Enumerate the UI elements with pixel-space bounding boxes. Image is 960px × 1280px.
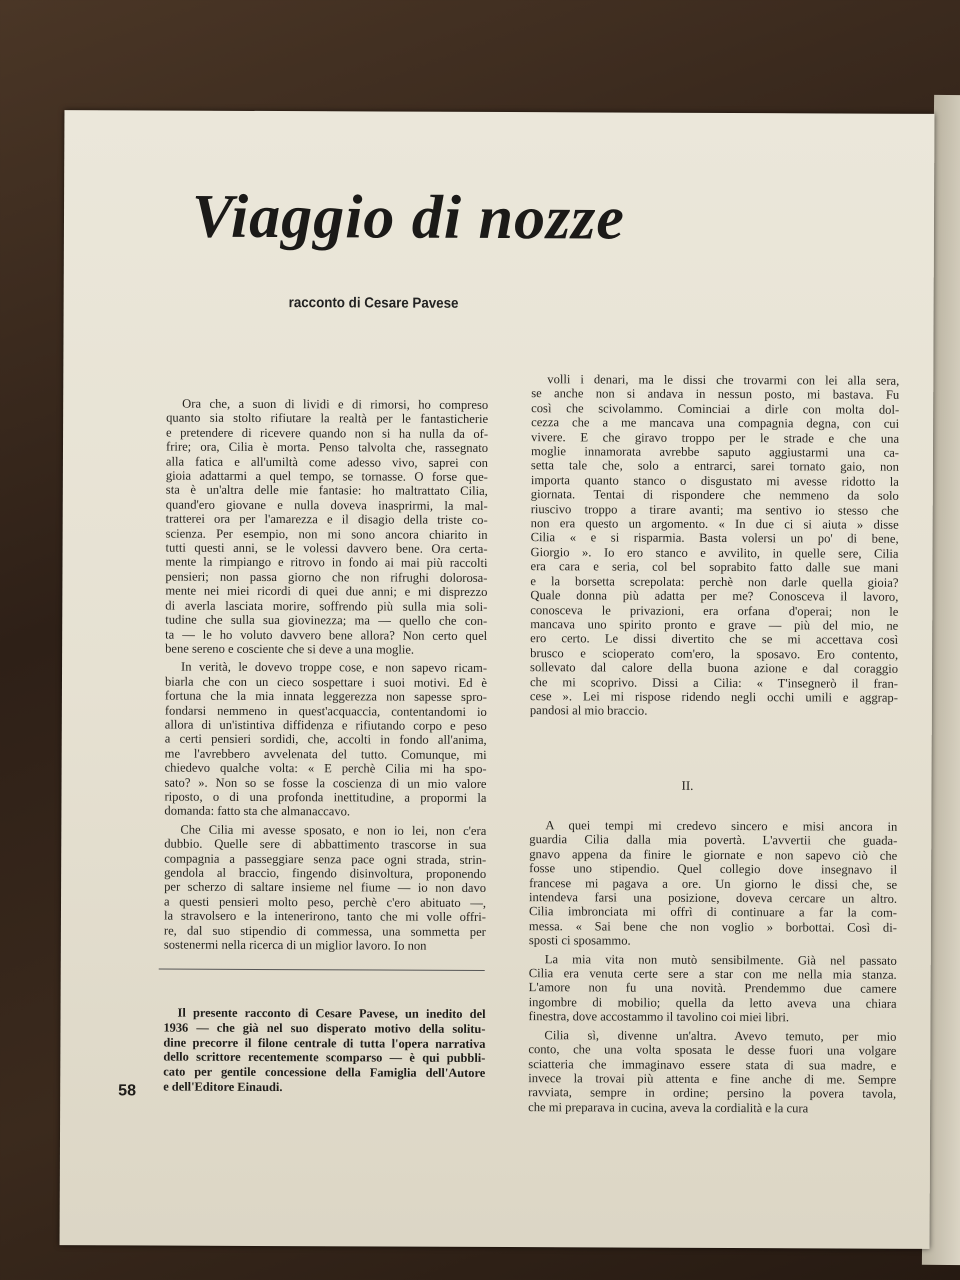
- text-line: brusco e scioperato com'ero, la sposavo. Ero contento,: [530, 645, 899, 662]
- text-line: così che scivolammo. Cominciai a dirle con molta dol-: [531, 400, 900, 417]
- text-line: tutti questi anni, se le volessi davvero bene. Ora certa-: [165, 540, 488, 557]
- paragraph: [528, 1028, 896, 1116]
- text-line: sposti ci sposammo.: [528, 933, 631, 948]
- text-line: francese mi pagava a ore. Un giorno le dissi che, se: [529, 875, 898, 892]
- text-line: Quale donna più adatta per me? Conosceva il lavoro,: [530, 588, 899, 604]
- text-line: Cilia era venuta certe sere a star con me nella mia stanza.: [528, 966, 897, 982]
- text-line: finestra, dove accostammo il tavolino coi miei libri.: [528, 1009, 790, 1025]
- text-line: non era questo un argomento. « In due ci si aiuta » disse: [530, 516, 899, 532]
- text-line: mente nei miei ricordi di quei due anni; e mi disprezzo: [165, 583, 488, 600]
- text-line: di averla lasciata morire, soffrendo più sulla mia soli-: [165, 598, 488, 614]
- section-heading: II.: [681, 777, 694, 793]
- text-line: gendola al braccio, fingendo disinvoltura, proponendo: [164, 865, 487, 881]
- text-line: guardia Cilia dalla mia povertà. L'avvertii che guada-: [529, 832, 898, 849]
- text-line: La mia vita non mutò sensibilmente. Già nel passato: [544, 951, 897, 968]
- text-line: sollevato dal calore della buona azione e dal coraggio: [530, 660, 899, 676]
- text-line: In verità, le dovevo troppe cose, e non sapevo ricam-: [181, 659, 488, 676]
- note-line: Il presente racconto di Cesare Pavese, un inedito del: [177, 1005, 486, 1021]
- text-line: vivere. E che giravo troppo per le strade e che una: [531, 429, 900, 446]
- text-line: conto, che una volta sposata le desse fuori una volgare: [528, 1042, 897, 1058]
- text-line: importa quanto stanco o disgustato mi avesse ridotto la: [530, 472, 899, 489]
- text-line: fondarsi nemmeno in quest'acquaccia, contentandomi io: [164, 703, 487, 719]
- text-line: conosceva le privazioni, era orfana d'operai; non le: [530, 602, 899, 619]
- text-line: invece la trovai più attenta e fine anche di me. Sempre: [528, 1071, 897, 1087]
- text-line: ta — le ho voluto davvero bene allora? Non certo quel: [165, 627, 488, 643]
- text-line: mancava uno spirito pronto e grave — più del mio, ne: [530, 617, 899, 633]
- text-line: pandosi al mio braccio.: [529, 703, 648, 719]
- page-number: 58: [118, 1082, 137, 1100]
- text-line: e pretendere di ricevere quando non si ha nulla da of-: [166, 425, 489, 441]
- text-line: tratterei ora per l'amarezza e il disagio della triste co-: [165, 511, 488, 528]
- note-line: dine precorre il filone centrale di tutta l'opera narrativa: [163, 1035, 486, 1051]
- paragraph: [528, 952, 896, 1026]
- text-line: riposto, o di una profonda inettitudine, a propormi la: [164, 789, 487, 805]
- text-line: fortuna che la mia innata leggerezza non sapesse spro-: [164, 688, 487, 705]
- text-line: chiedevo qualche volta: « E perchè Cilia mi ha spo-: [164, 760, 487, 777]
- text-line: a certi pensieri sordidi, che, accolti in fondo all'anima,: [164, 731, 487, 748]
- text-line: bene sereno e cosciente che si deve a una moglie.: [165, 641, 415, 657]
- paragraph: [529, 818, 898, 949]
- text-line: ingombre di mobilio; quella da letto aveva una chiara: [528, 995, 897, 1011]
- text-line: moglie innamorata avrebbe saputo aggiustarmi una ca-: [530, 444, 900, 460]
- text-line: allora di un'istintiva diffidenza e rifiutando corpo e peso: [164, 717, 487, 733]
- text-line: tudine che sulla sua giovinezza; ma — quello che con-: [165, 612, 488, 629]
- text-line: era cara e seria, col bel soprabito fatto dalle sue mani: [530, 559, 899, 576]
- text-line: Giorgio ». Io ero stanco e avvilito, in quelle sere, Cilia: [530, 545, 899, 561]
- text-line: frire; ora, Cilia è morta. Penso talvolta che, rassegnato: [165, 439, 489, 456]
- text-line: sato? ». Non so se fosse la coscienza di un mio valore: [164, 775, 487, 791]
- story-byline: racconto di Cesare Pavese: [288, 295, 459, 312]
- text-line: pensieri; non passa giorno che non rifrughi dolorosa-: [165, 569, 488, 585]
- text-line: cese ». Lei mi rispose ridendo negli occhi umili e aggrap-: [529, 689, 898, 705]
- text-line: Cilia imbronciata mi offrì di continuare a far la com-: [528, 904, 898, 921]
- text-line: quanto sia stolto rifiutare la realtà per le fantasticherie: [166, 410, 489, 427]
- text-line: la stravolsero e la intenerirono, tanto che mi volle offri-: [163, 908, 486, 925]
- text-line: Cilia sì, divenne un'altra. Avevo temuto, per mio: [544, 1027, 897, 1044]
- text-line: mente la rimpiango e ritrovo in fondo ai mai più raccolti: [165, 555, 488, 571]
- text-line: giornata. Tentai di rispondere che nemmeno da solo: [530, 487, 899, 504]
- right-column: [530, 372, 900, 723]
- note-line: e dell'Editore Einaudi.: [163, 1079, 283, 1095]
- magazine-page: [60, 110, 935, 1249]
- text-line: messa. « Sai bene che non voglio » borbottai. Così di-: [528, 918, 897, 935]
- text-line: alla fatica e all'umiltà come adesso vivo, saprei con: [165, 454, 488, 470]
- note-line: cato per gentile concessione della Famiglia dell'Autore: [163, 1064, 486, 1081]
- section-two-column: [528, 818, 897, 1120]
- text-line: fosse uno stipendio. Quel collegio dove insegnavo il: [529, 861, 898, 877]
- story-title: Viaggio di nozze: [191, 182, 626, 253]
- text-line: sciatteria che immaginavo essere stata di sua madre, e: [528, 1056, 897, 1073]
- text-line: e la borsetta screpolata: perchè non darle quella gioia?: [530, 573, 899, 590]
- text-line: Cilia « e si risparmia. Basta volersi un po' di bene,: [530, 530, 899, 547]
- divider: [159, 969, 485, 971]
- note-line: dello scrittore recentemente scomparso — è qui pubbli-: [163, 1049, 486, 1066]
- text-line: volli i denari, ma le dissi che trovarmi con lei alla sera,: [547, 372, 900, 388]
- paragraph: [164, 660, 487, 820]
- text-line: A quei tempi mi credevo sincero e misi ancora in: [545, 818, 898, 834]
- text-line: me l'avrebbero avvelenata del tutto. Comunque, mi: [164, 746, 487, 762]
- text-line: riuscivo troppo a tirare avanti; ma sentivo io stesso che: [530, 501, 899, 518]
- text-line: Che Cilia mi avesse sposato, e non io lei, non c'era: [180, 822, 487, 838]
- text-line: a questi pensieri molto peso, perchè c'ero abituato —,: [163, 894, 487, 910]
- editor-note: [163, 1006, 485, 1096]
- text-line: dubbio. Quelle sere di abbattimento trascorse in sua: [164, 836, 487, 853]
- text-line: intendeva farsi una posizione, doveva cercare un altro.: [529, 890, 898, 906]
- paragraph: [530, 372, 900, 719]
- text-line: re, dal suo stipendio di commessa, una sommetta per: [163, 923, 486, 939]
- paragraph: [165, 397, 488, 658]
- note-line: 1936 — che già nel suo disperato motivo della solitu-: [163, 1020, 486, 1036]
- text-line: sostenermi nella ricerca di un miglior lavoro. Io non: [163, 937, 427, 953]
- text-line: sta è un'altra delle mie fantasie: ho maltrattato Cilia,: [165, 482, 488, 499]
- text-line: scienza. Per esempio, non mi sono ancora chiarito in: [165, 526, 488, 542]
- text-line: gnavo appena da finire le giornate e non sapevo ciò che: [529, 846, 898, 863]
- text-line: quand'ero giovane e nulla doveva inasprirmi, la mal-: [165, 497, 488, 513]
- text-line: compagnia a passeggiare senza pace ogni strada, strin-: [164, 851, 487, 867]
- text-line: L'amore non fu una novità. Prendemmo due camere: [528, 980, 897, 997]
- paragraph: [164, 822, 487, 953]
- left-column: [164, 397, 488, 958]
- text-line: che mi scoprivo. Dissi a Cilia: « T'insegnerò il fran-: [529, 674, 899, 691]
- text-line: cezza che a me mancava una compagnia degna, con cui: [531, 415, 900, 431]
- text-line: biarla che con un cieco sospettare i suoi motivi. Ed è: [164, 674, 488, 690]
- text-line: gioia adattarmi a quel tempo, se tornasse. O forse que-: [165, 468, 488, 484]
- text-line: Ora che, a suon di lividi e di rimorsi, ho compreso: [182, 396, 489, 412]
- text-line: ero certo. Le dissi divertito che se mi accettava così: [530, 631, 899, 648]
- text-line: per scherzo di saltare insieme nel fiume — io non davo: [164, 879, 487, 896]
- text-line: che mi preparava in cucina, aveva la cordialità e la cura: [528, 1099, 809, 1116]
- text-line: ravviata, sempre in ordine; persino la povera tavola,: [528, 1085, 897, 1102]
- text-line: domanda: fatto sta che almanaccavo.: [164, 803, 351, 819]
- text-line: setta tale che, solo a entrarci, sarei tornato gaio, non: [530, 458, 899, 475]
- text-line: se anche non si andava in nessun posto, mi bastava. Fu: [531, 386, 900, 403]
